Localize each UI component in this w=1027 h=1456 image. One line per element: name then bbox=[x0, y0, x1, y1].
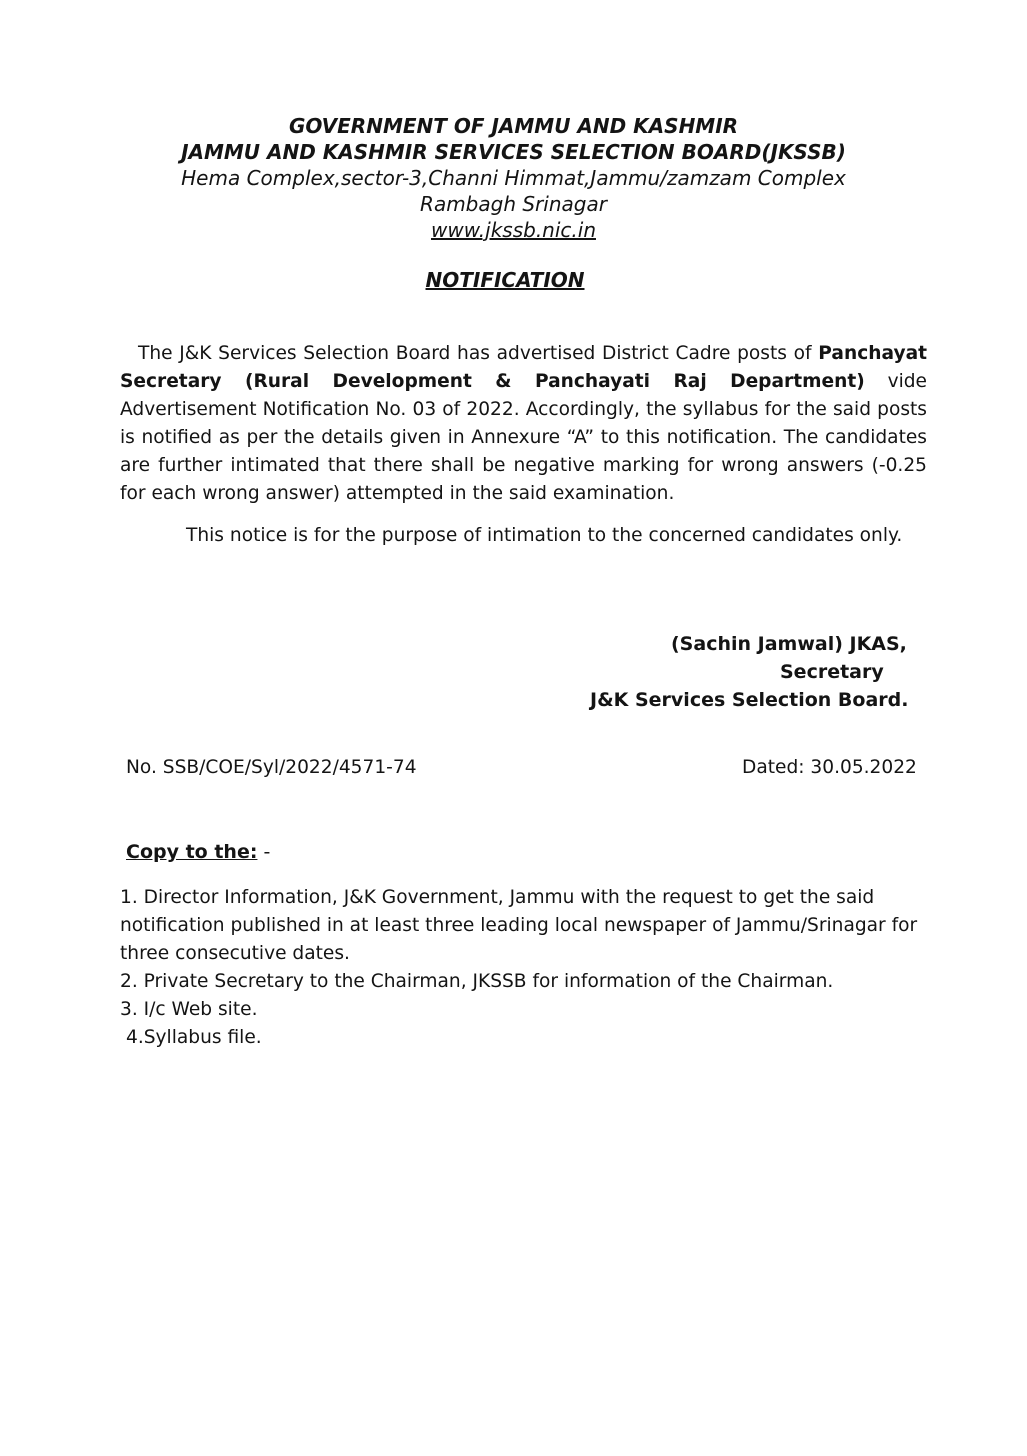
letterhead bbox=[0, 113, 1027, 243]
body-text-suffix: vide Advertisement Notification No. 03 of 2022. Accordingly, the syllabus for the said posts is notified as per the details given in Annexure “A” to this notification. The candidates are further intimated that there shall be negative marking for wrong answers (-0.25 for each wrong answer) attempted in the said examination. bbox=[120, 371, 927, 504]
body-text-prefix: The J&K Services Selection Board has advertised District Cadre posts of bbox=[138, 343, 819, 364]
notification-heading: NOTIFICATION bbox=[425, 268, 585, 292]
notification-body bbox=[120, 340, 927, 508]
list-item: 3. I/c Web site. bbox=[120, 999, 258, 1020]
list-item: 1. Director Information, J&K Government, Jammu with the request to get the said notification published in at least three leading local newspaper of Jammu/Srinagar for three consecutive dates. bbox=[120, 887, 918, 964]
signatory-designation: Secretary bbox=[780, 661, 884, 683]
board-title: JAMMU AND KASHMIR SERVICES SELECTION BOARD(JKSSB) bbox=[181, 140, 846, 164]
reference-date: Dated: 30.05.2022 bbox=[742, 757, 917, 778]
address-line: Hema Complex,sector-3,Channi Himmat,Jammu/zamzam Complex bbox=[181, 166, 846, 190]
list-item: 2. Private Secretary to the Chairman, JKSSB for information of the Chairman. bbox=[120, 971, 834, 992]
copy-to-suffix: - bbox=[257, 841, 271, 863]
government-title: GOVERNMENT OF JAMMU AND KASHMIR bbox=[288, 114, 739, 138]
copy-to-heading bbox=[126, 841, 270, 863]
copy-to-list bbox=[120, 884, 920, 1052]
reference-number: No. SSB/COE/Syl/2022/4571-74 bbox=[126, 757, 417, 778]
signatory-name: (Sachin Jamwal) JKAS, bbox=[671, 633, 907, 655]
website-link[interactable]: www.jkssb.nic.in bbox=[431, 218, 596, 242]
list-item: 4.Syllabus file. bbox=[126, 1027, 262, 1048]
post-name: Panchayat Secretary (Rural Development & Panchayati Raj Department) bbox=[120, 343, 927, 392]
signatory-organization: J&K Services Selection Board. bbox=[590, 689, 909, 711]
copy-to-label: Copy to the: bbox=[126, 841, 258, 863]
address-city: Rambagh Srinagar bbox=[420, 192, 607, 216]
intimation-note: This notice is for the purpose of intimation to the concerned candidates only. bbox=[186, 525, 903, 546]
